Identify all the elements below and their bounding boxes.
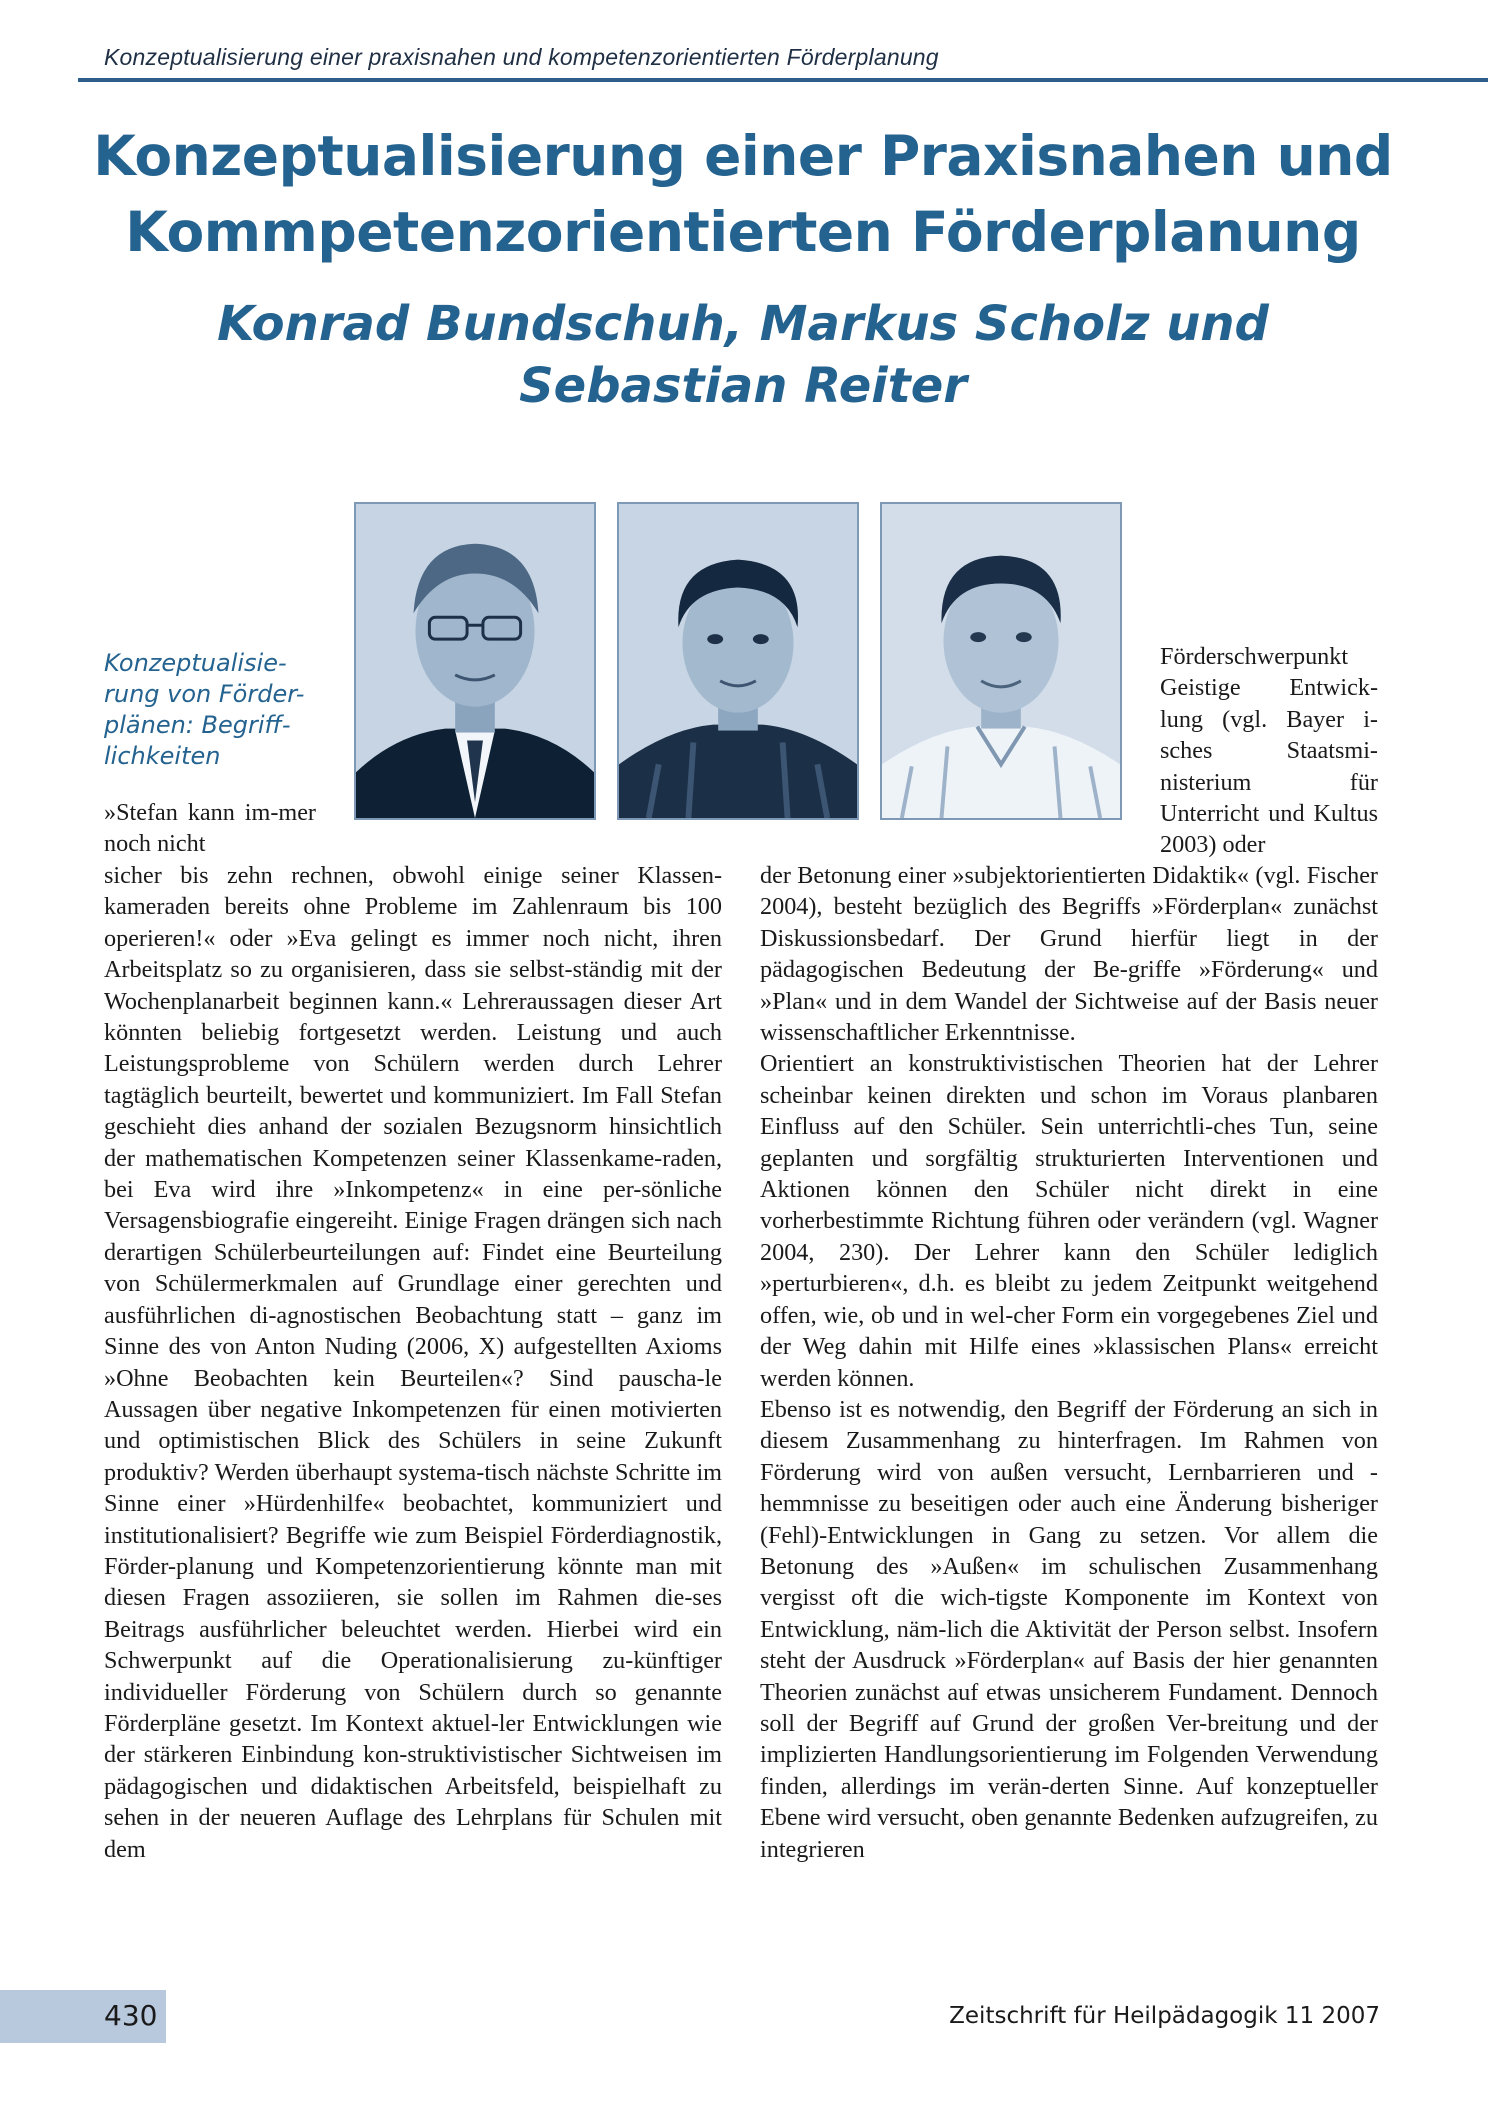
running-head: Konzeptualisierung einer praxisnahen und kompetenzorientierten Förderplanung bbox=[104, 44, 939, 70]
title-line-2: Kommpetenzorientierten Förderplanung bbox=[125, 200, 1361, 264]
side-heading: Konzeptualisie-rung von Förder-plänen: Begriff-lichkeiten bbox=[104, 649, 305, 770]
body-left-column: sicher bis zehn rechnen, obwohl einige seiner Klassen-kameraden bereits ohne Probleme im Zahlenraum bis 100 operieren!« oder »Eva gelingt es immer noch nicht, ihren Arbeitsplatz so zu organisieren, dass sie selbst-ständig mit der Wochenplanarbeit beginnen kann.« Lehreraussagen dieser Art könnten beliebig fortgesetzt werden. Leistung und auch Leistungsprobleme von Schülern werden durch Lehrer tagtäglich beurteilt, bewertet und kommuniziert. Im Fall Stefan geschieht dies anhand der sozialen Bezugsnorm hinsichtlich der mathematischen Kompetenzen seiner Klassenkame-raden, bei Eva wird ihre »Inkompetenz« in eine per-sönliche Versagensbiografie eingereiht. Einige Fragen drängen sich nach derartigen Schülerbeurteilungen auf: Findet eine Beurteilung von Schülermerkmalen auf Grundlage einer gerechten und ausführlichen di-agnostischen Beobachtung statt – ganz im Sinne des von Anton Nuding (2006, X) aufgestellten Axioms »Ohne Beobachten kein Beurteilen«? Sind pauscha-le Aussagen über negative Inkompetenzen für einen motivierten und optimistischen Blick des Schülers in seine Zukunft produktiv? Werden überhaupt systema-tisch nächste Schritte im Sinne einer »Hürdenhilfe« beobachtet, kommuniziert und institutionalisiert? Begriffe wie zum Beispiel Förderdiagnostik, Förder-planung und Kompetenzorientierung könnte man mit diesen Fragen assoziieren, sie sollen im Rahmen die-ses Beitrags ausführlicher beleuchtet werden. Hierbei wird ein Schwerpunkt auf die Operationalisierung zu-künftiger individueller Förderung von Schülern durch so genannte Förderpläne gesetzt. Im Kontext aktuel-ler Entwicklungen wie der stärkeren Einbindung kon-struktivistischer Sichtweisen im pädagogischen und didaktischen Arbeitsfeld, beispielhaft zu sehen in der neueren Auflage des Lehrplans für Schulen mit dem bbox=[104, 862, 722, 1863]
journal-citation: Zeitschrift für Heilpädagogik 11 2007 bbox=[949, 2003, 1380, 2029]
article-title bbox=[78, 118, 1408, 270]
article-authors bbox=[78, 293, 1408, 417]
page-number: 430 bbox=[104, 1999, 158, 2032]
body-left-wrap: »Stefan kann im-mer noch nicht bbox=[104, 799, 316, 858]
body-right-column: der Betonung einer »subjektorientierten Didaktik« (vgl. Fischer 2004), besteht bezüglich des Begriffs »Förderplan« zunächst Diskussionsbedarf. Der Grund hierfür liegt in der pädagogischen Bedeutung der Be-griffe »Förderung« und »Plan« und in dem Wandel der Sichtweise auf der Basis neuer wissenschaftlicher Erkenntnisse. Orientiert an konstruktivistischen Theorien hat der Lehrer scheinbar keinen direkten und schon im Voraus planbaren Einfluss auf den Schüler. Sein unterrichtli-ches Tun, seine geplanten und sorgfältig strukturierten Interventionen und Aktionen können den Schüler nicht direkt in eine vorherbestimmte Richtung führen oder verändern (vgl. Wagner 2004, 230). Der Lehrer kann den Schüler lediglich »perturbieren«, d.h. es bleibt zu jedem Zeitpunkt weitgehend offen, wie, ob und in wel-cher Form ein vorgegebenes Ziel und der Weg dahin mit Hilfe eines »klassischen Plans« erreicht werden können. Ebenso ist es notwendig, den Begriff der Förderung an sich in diesem Zusammenhang zu hinterfragen. Im Rahmen von Förderung wird von außen versucht, Lernbarrieren und -hemmnisse zu beseitigen oder auch eine Änderung bisheriger (Fehl)-Entwicklungen in Gang zu setzen. Vor allem die Betonung des »Außen« im schulischen Zusammenhang vergisst oft die wich-tigste Komponente im Kontext von Entwicklung, näm-lich die Aktivität der Person selbst. Insofern steht der Ausdruck »Förderplan« auf Basis der hier genannten Theorien zunächst auf etwas unsicherem Fundament. Dennoch soll der Begriff auf Grund der großen Ver-breitung und der implizierten Handlungsorientierung im Folgenden Verwendung finden, allerdings im verän-derten Sinne. Auf konzeptueller Ebene wird versucht, oben genannte Bedenken aufzugreifen, zu integrieren bbox=[760, 862, 1378, 1863]
header-rule bbox=[78, 78, 1488, 82]
title-line-1: Konzeptualisierung einer Praxisnahen und bbox=[93, 124, 1393, 188]
author-photo-1 bbox=[354, 502, 596, 820]
authors-line-1: Konrad Bundschuh, Markus Scholz und bbox=[217, 296, 1269, 352]
author-photo-2 bbox=[617, 502, 859, 820]
authors-line-2: Sebastian Reiter bbox=[519, 358, 967, 414]
author-photo-3 bbox=[880, 502, 1122, 820]
body-right-wrap: Förderschwerpunkt Geistige Entwick-lung (vgl. Bayer i-sches Staatsmi-nisterium für Unterricht und Kultus 2003) oder bbox=[1160, 643, 1378, 859]
